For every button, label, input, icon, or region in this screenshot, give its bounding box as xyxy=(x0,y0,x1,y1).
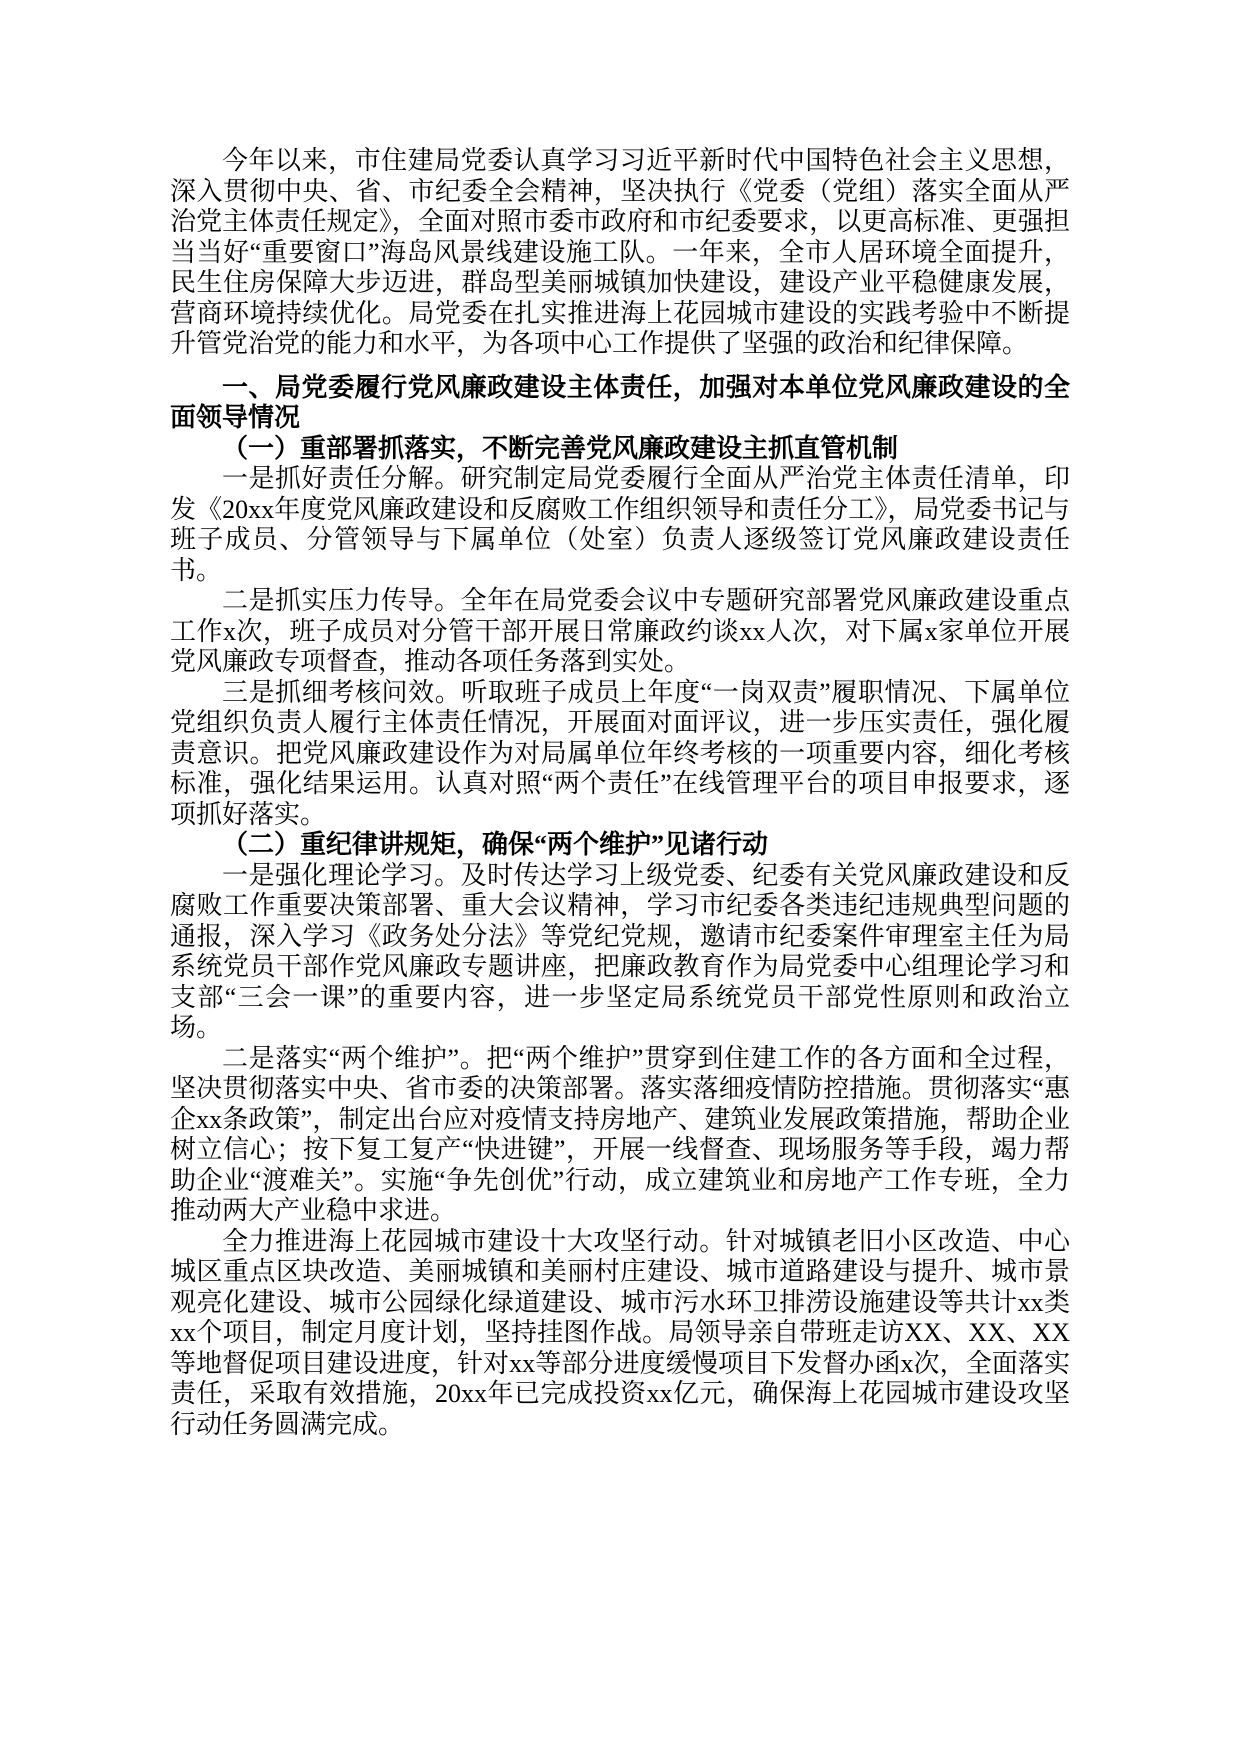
body-paragraph-assessment: 三是抓细考核问效。听取班子成员上年度“一岗双责”履职情况、下属单位党组织负责人履行主体责任情况，开展面对面评议，进一步压实责任，强化履责意识。把党风廉政建设作为对局属单位年终考核的一项重要内容，细化考核标准，强化结果运用。认真对照“两个责任”在线管理平台的项目申报要求，逐项抓好落实。 xyxy=(170,677,1070,829)
body-paragraph-responsibility-breakdown: 一是抓好责任分解。研究制定局党委履行全面从严治党主体责任清单，印发《20xx年度党风廉政建设和反腐败工作组织领导和责任分工》，局党委书记与班子成员、分管领导与下属单位（处室）负责人逐级签订党风廉政建设责任书。 xyxy=(170,464,1070,585)
section-1-heading: 一、局党委履行党风廉政建设主体责任，加强对本单位党风廉政建设的全面领导情况 xyxy=(170,372,1070,432)
body-paragraph-pressure-transmission: 二是抓实压力传导。全年在局党委会议中专题研究部署党风廉政建设重点工作x次，班子成员对分管干部开展日常廉政约谈xx人次，对下属x家单位开展党风廉政专项督查，推动各项任务落到实处。 xyxy=(170,586,1070,676)
body-paragraph-theory-study: 一是强化理论学习。及时传达学习上级党委、纪委有关党风廉政建设和反腐败工作重要决策部署、重大会议精神，学习市纪委各类违纪违规典型问题的通报，深入学习《政务处分法》等党纪党规，邀请市纪委案件审理室主任为局系统党员干部作党风廉政专题讲座，把廉政教育作为局党委中心组理论学习和支部“三会一课”的重要内容，进一步坚定局系统党员干部党性原则和政治立场。 xyxy=(170,860,1070,1042)
intro-paragraph: 今年以来，市住建局党委认真学习习近平新时代中国特色社会主义思想，深入贯彻中央、省、市纪委全会精神，坚决执行《党委（党组）落实全面从严治党主体责任规定》，全面对照市委市政府和市纪委要求，以更高标准、更强担当当好“重要窗口”海岛风景线建设施工队。一年来，全市人居环境全面提升，民生住房保障大步迈进，群岛型美丽城镇加快建设，建设产业平稳健康发展，营商环境持续优化。局党委在扎实推进海上花园城市建设的实践考验中不断提升管党治党的能力和水平，为各项中心工作提供了坚强的政治和纪律保障。 xyxy=(170,146,1070,358)
subsection-1-1-heading: （一）重部署抓落实，不断完善党风廉政建设主抓直管机制 xyxy=(222,433,899,463)
subsection-1-2-heading: （二）重纪律讲规矩，确保“两个维护”见诸行动 xyxy=(222,830,769,859)
body-paragraph-two-upholds: 二是落实“两个维护”。把“两个维护”贯穿到住建工作的各方面和全过程，坚决贯彻落实中央、省市委的决策部署。落实落细疫情防控措施。贯彻落实“惠企xx条政策”，制定出台应对疫情支持房地产、建筑业发展政策措施，帮助企业树立信心；按下复工复产“快进键”，开展一线督查、现场服务等手段，竭力帮助企业“渡难关”。实施“争先创优”行动，成立建筑业和房地产工作专班，全力推动两大产业稳中求进。 xyxy=(170,1043,1070,1225)
body-paragraph-garden-city-campaign: 全力推进海上花园城市建设十大攻坚行动。针对城镇老旧小区改造、中心城区重点区块改造、美丽城镇和美丽村庄建设、城市道路建设与提升、城市景观亮化建设、城市公园绿化绿道建设、城市污水环卫排涝设施建设等共计xx类xx个项目，制定月度计划，坚持挂图作战。局领导亲自带班走访XX、XX、XX等地督促项目建设进度，针对xx等部分进度缓慢项目下发督办函x次，全面落实责任，采取有效措施，20xx年已完成投资xx亿元，确保海上花园城市建设攻坚行动任务圆满完成。 xyxy=(170,1226,1070,1439)
